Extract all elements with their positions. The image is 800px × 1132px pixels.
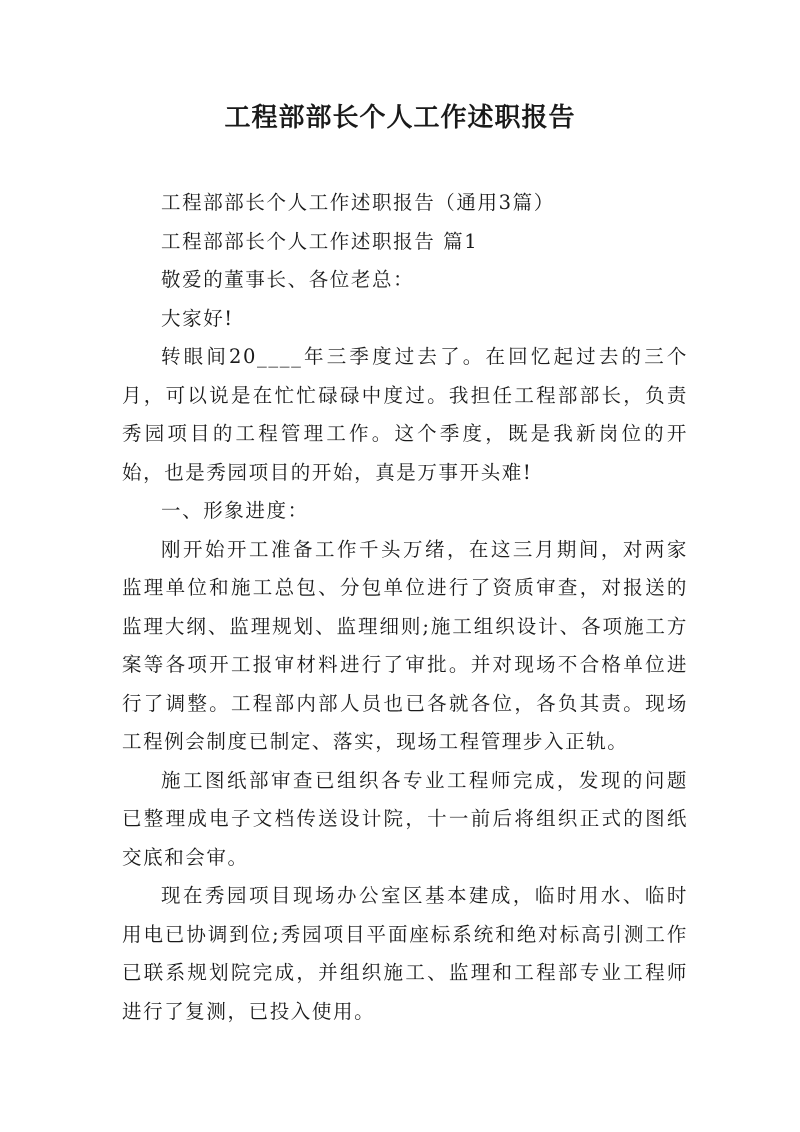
body-paragraph: 施工图纸部审查已组织各专业工程师完成，发现的问题已整理成电子文档传送设计院，十一前后将组织正式的图纸交底和会审。	[122, 768, 688, 869]
section-heading: 工程部部长个人工作述职报告 篇1	[161, 229, 479, 253]
body-paragraph: 刚开始开工准备工作千头万绪，在这三月期间，对两家监理单位和施工总包、分包单位进行了资质审查，对报送的监理大纲、监理规划、监理细则;施工组织设计、各项施工方案等各项开工报审材料进行了审批。并对现场不合格单位进行了调整。工程部内部人员也已各就各位，各负其责。现场工程例会制度已制定、落实，现场工程管理步入正轨。	[122, 537, 688, 753]
greeting: 大家好!	[161, 306, 234, 330]
salutation: 敬爱的董事长、各位老总：	[161, 268, 415, 291]
document-body	[122, 184, 688, 1031]
subtitle-paragraph: 工程部部长个人工作述职报告（通用3篇）	[161, 191, 555, 214]
document-title: 工程部部长个人工作述职报告	[224, 103, 576, 133]
body-paragraph: 现在秀园项目现场办公室区基本建成，临时用水、临时用电已协调到位;秀园项目平面座标系统和绝对标高引测工作已联系规划院完成，并组织施工、监理和工程部专业工程师进行了复测，已投入使用。	[122, 884, 688, 1023]
subsection-heading: 一、形象进度：	[161, 499, 309, 522]
body-paragraph: 转眼间20____年三季度过去了。在回忆起过去的三个月，可以说是在忙忙碌碌中度过。我担任工程部部长，负责秀园项目的工程管理工作。这个季度，既是我新岗位的开始，也是秀园项目的开始，真是万事开头难!	[122, 345, 688, 484]
